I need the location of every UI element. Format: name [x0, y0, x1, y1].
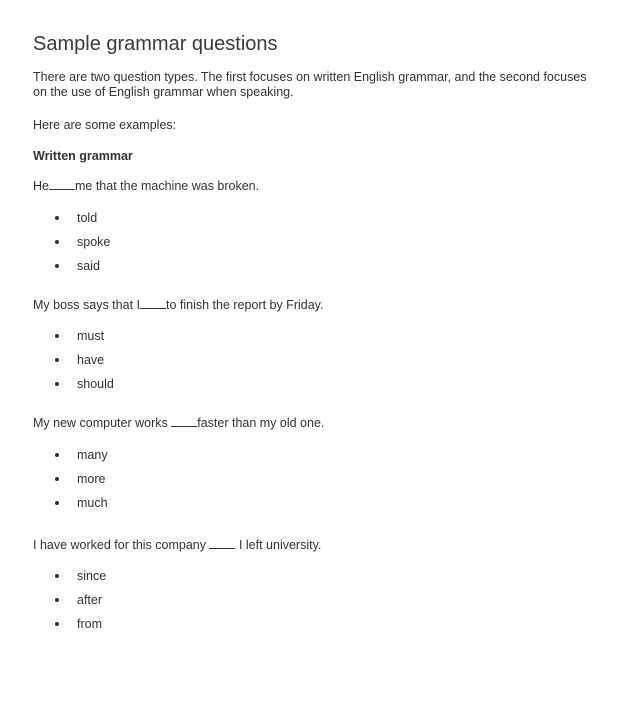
question-text-after: faster than my old one.: [197, 416, 325, 430]
question-text-before: He: [33, 179, 49, 193]
question-text-after: me that the machine was broken.: [74, 179, 260, 193]
bullet-icon: [55, 334, 59, 338]
question-text-before: I have worked for this company: [33, 538, 210, 552]
examples-label: Here are some examples:: [33, 118, 177, 132]
bullet-icon: [55, 477, 59, 481]
option-label: after: [77, 593, 103, 607]
bullet-icon: [55, 216, 59, 220]
option-label: much: [77, 496, 108, 510]
bullet-icon: [55, 598, 59, 602]
answer-blank: [209, 538, 235, 549]
option-label: spoke: [77, 235, 111, 249]
option-label: told: [77, 211, 98, 225]
bullet-icon: [55, 358, 59, 362]
answer-blank: [49, 179, 75, 190]
question-2: [33, 298, 323, 312]
bullet-icon: [55, 501, 59, 505]
question-text-before: My boss says that I: [33, 298, 140, 312]
section-heading-written-grammar: Written grammar: [33, 149, 133, 163]
answer-blank: [171, 416, 197, 427]
bullet-icon: [55, 453, 59, 457]
page-title: Sample grammar questions: [33, 33, 278, 55]
question-3: [33, 416, 324, 430]
bullet-icon: [55, 574, 59, 578]
bullet-icon: [55, 240, 59, 244]
option-label: should: [77, 377, 114, 391]
answer-blank: [140, 298, 166, 309]
question-text-after: to finish the report by Friday.: [165, 298, 324, 312]
question-4: [33, 538, 321, 552]
question-1: [33, 179, 259, 193]
option-label: must: [77, 329, 105, 343]
option-label: many: [77, 448, 108, 462]
bullet-icon: [55, 622, 59, 626]
option-label: have: [77, 353, 105, 367]
option-label: more: [77, 472, 106, 486]
question-text-after: I left university.: [235, 538, 322, 552]
option-label: from: [77, 617, 102, 631]
option-label: said: [77, 259, 100, 273]
intro-paragraph: There are two question types. The first focuses on written English grammar, and the second focuses on the use of English grammar when speaking.: [33, 70, 587, 99]
question-text-before: My new computer works: [33, 416, 172, 430]
bullet-icon: [55, 382, 59, 386]
option-label: since: [77, 569, 107, 583]
bullet-icon: [55, 264, 59, 268]
